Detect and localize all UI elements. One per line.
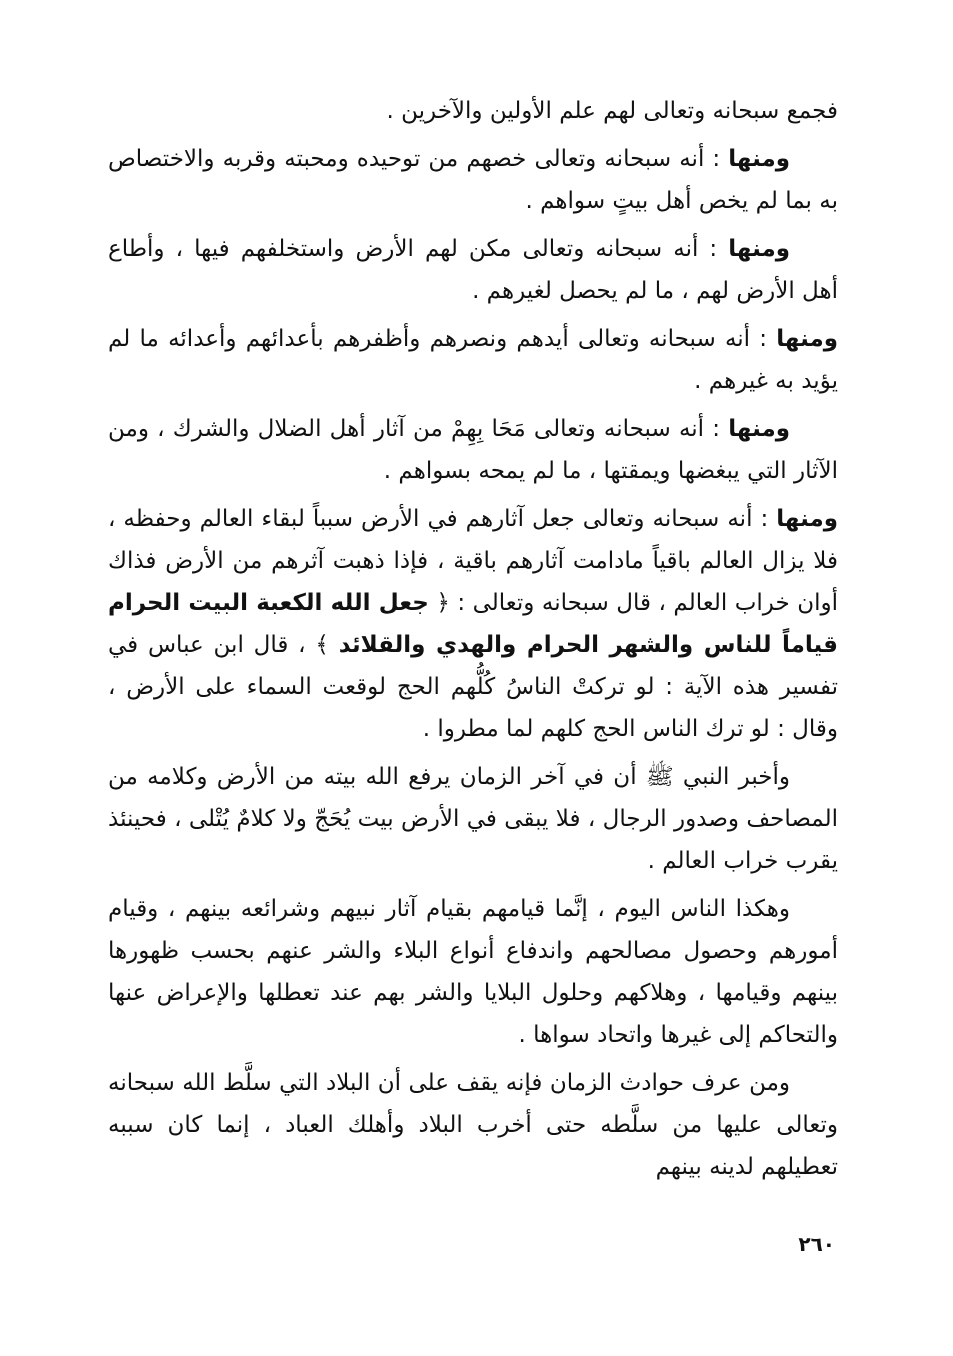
paragraph-text: : أنه سبحانه وتعالى مكن لهم الأرض واستخلفهم فيها ، وأطاع أهل الأرض لهم ، ما لم يحصل لغيرهم . xyxy=(108,236,838,304)
paragraph-7 xyxy=(108,756,838,882)
paragraph-text: : أنه سبحانه وتعالى أيدهم ونصرهم وأظفرهم بأعدائهم وأعدائه ما لم يؤيد به غيرهم . xyxy=(108,326,838,394)
paragraph-text: ﴾ ، قال ابن عباس في تفسير هذه الآية : لو تركتْ الناسُ كُلُّهم الحج لوقعت السماء على الأرض ، وقال : لو ترك الناس الحج كلهم لما مطروا . xyxy=(108,632,838,742)
paragraph-text: وهكذا الناس اليوم ، إنَّما قيامهم بقيام آثار نبيهم وشرائعه بينهم ، وقيام أمورهم وحصول مصالحهم واندفاع أنواع البلاء والشر عنهم بحسب ظهورها بينهم وقيامها ، وهلاكهم وحلول البلايا والشر بهم عند تعطلها والإعراض عنها والتحاكم إلى غيرها واتحاد سواها . xyxy=(108,896,838,1048)
paragraph-3 xyxy=(108,228,838,312)
paragraph-text: وأخبر النبي ﷺ أن في آخر الزمان يرفع الله بيته من الأرض وكلامه من المصاحف وصدور الرجال ، فلا يبقى في الأرض بيت يُحَجّ ولا كلامٌ يُتْلى ، فحينئذ يقرب خراب العالم . xyxy=(108,764,838,874)
paragraph-lead: ومنها xyxy=(728,236,790,262)
quran-verse: جعل الله الكعبة البيت الحرام قياماً للناس والشهر الحرام والهدي والقلائد xyxy=(108,590,838,658)
paragraph-text: : أنه سبحانه وتعالى مَحَا بِهِمْ من آثار أهل الضلال والشرك ، ومن الآثار التي يبغضها ويمقتها ، ما لم يمحه بسواهم . xyxy=(108,416,838,484)
paragraph-5 xyxy=(108,408,838,492)
paragraph-text: : أنه سبحانه وتعالى جعل آثارهم في الأرض سبباً لبقاء العالم وحفظه ، فلا يزال العالم باقياً مادامت آثارهم باقية ، فإذا ذهبت آثرهم من الأرض فذاك أوان خراب العالم ، قال سبحانه وتعالى : ﴿ xyxy=(108,506,839,616)
paragraph-text: : أنه سبحانه وتعالى خصهم من توحيده ومحبته وقربه والاختصاص به بما لم يخص أهل بيتٍ سواهم . xyxy=(108,146,838,214)
paragraph-lead: ومنها xyxy=(776,506,838,532)
paragraph-9 xyxy=(108,1062,838,1188)
paragraph-text: فجمع سبحانه وتعالى لهم علم الأولين والآخرين . xyxy=(386,98,838,124)
page-body xyxy=(108,90,838,1194)
paragraph-lead: ومنها xyxy=(728,416,790,442)
paragraph-4 xyxy=(108,318,838,402)
page-number: ٢٦٠ xyxy=(798,1232,835,1256)
paragraph-lead: ومنها xyxy=(776,326,838,352)
paragraph-1 xyxy=(108,90,838,132)
paragraph-2 xyxy=(108,138,838,222)
paragraph-lead: ومنها xyxy=(728,146,790,172)
paragraph-8 xyxy=(108,888,838,1056)
paragraph-6 xyxy=(108,498,838,750)
paragraph-text: ومن عرف حوادث الزمان فإنه يقف على أن البلاد التي سلَّط الله سبحانه وتعالى عليها من سلَّطه حتى أخرب البلاد وأهلك العباد ، إنما كان سببه تعطيلهم لدينه بينهم xyxy=(108,1070,838,1180)
